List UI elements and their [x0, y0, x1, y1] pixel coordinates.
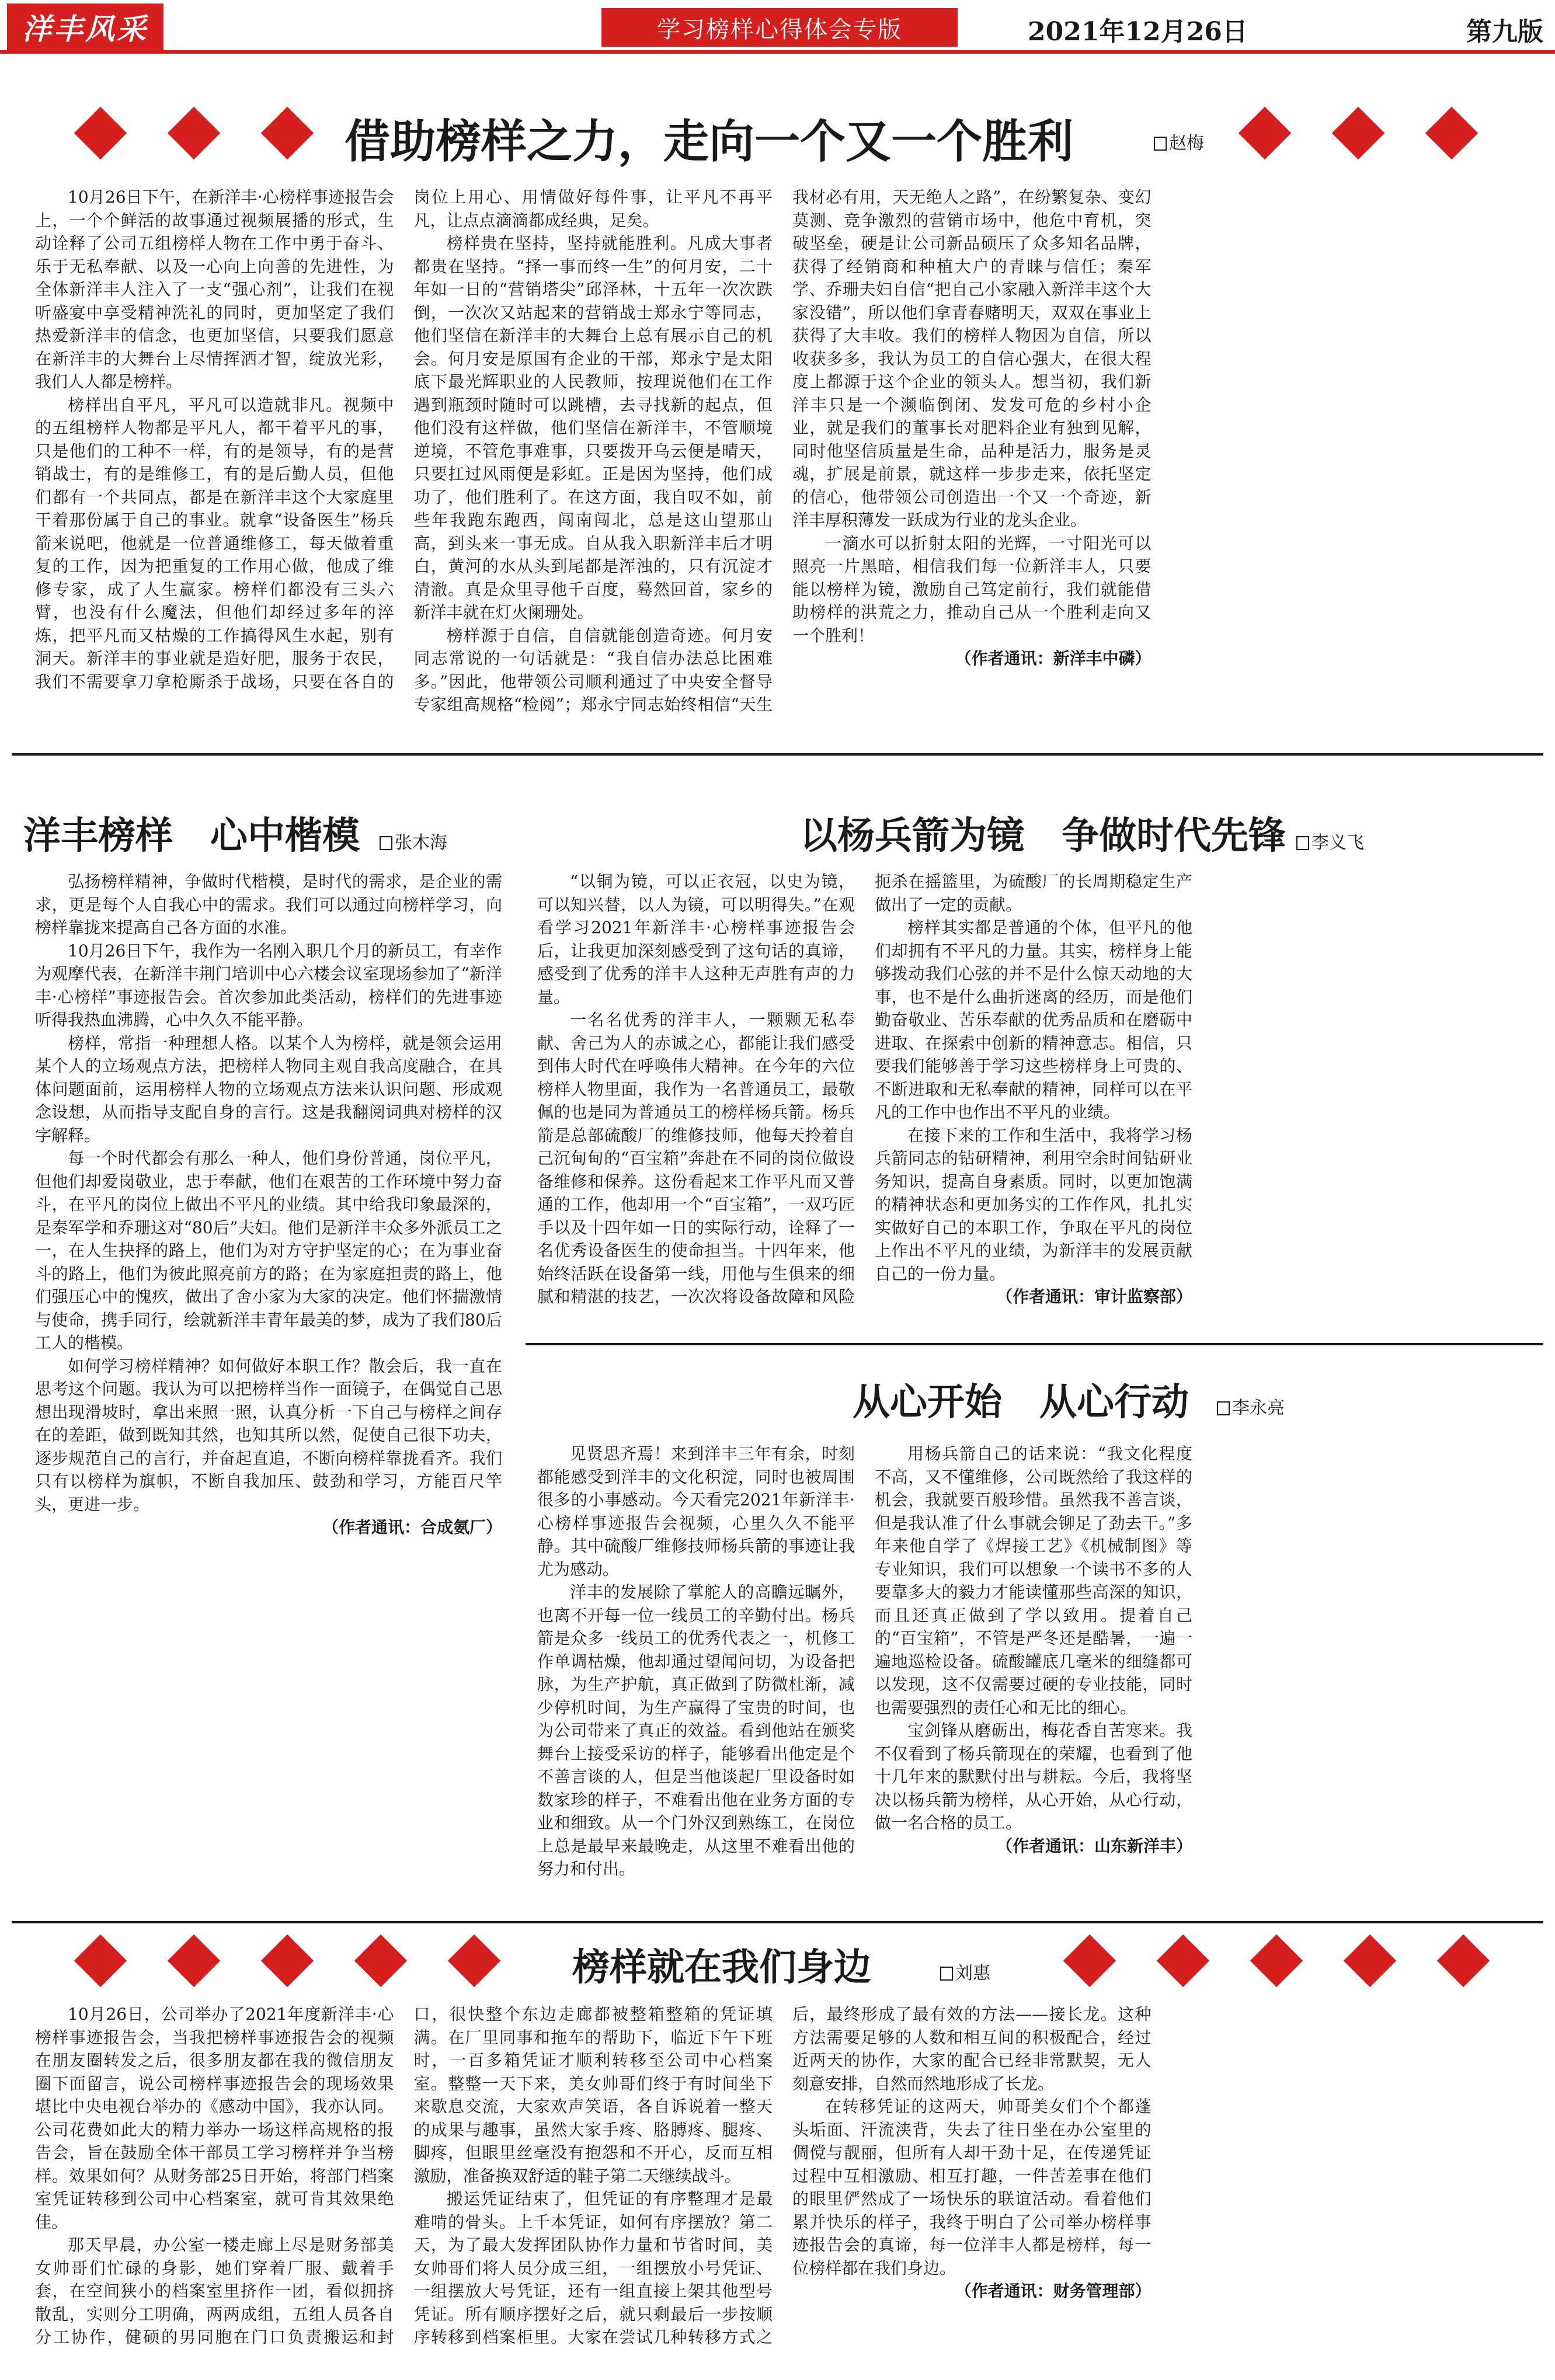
article-2-author: [380, 828, 447, 854]
paragraph: 弘扬榜样精神，争做时代楷模，是时代的需求，是企业的需求，更是每个人自我心中的需求。我们可以通过向榜样学习，向榜样靠拢来提高自己各方面的水准。: [35, 872, 502, 937]
article-3-body: [537, 870, 1530, 1320]
paragraph: 宝剑锋从磨砺出，梅花香自苦寒来。我不仅看到了杨兵箭现在的荣耀，也看到了他十几年来的默默付出与耕耘。今后，我将坚决以杨兵箭为榜样，从心开始，从心行动，做一名合格的员工。: [875, 1721, 1192, 1832]
text-column: [35, 870, 502, 1904]
paragraph: 在接下来的工作和生活中，我将学习杨兵箭同志的钻研精神，利用空余时间钻研业务知识，提高自身素质。同时，以更加饱满的精神状态和更加务实的工作作风，扎扎实实做好自己的本职工作，争取在平凡的岗位上作出不平凡的业绩，为新洋丰的发展贡献自己的一份力量。: [875, 1125, 1192, 1283]
red-diamond-ornament: [354, 1934, 408, 1988]
paragraph: 10月26日下午，在新洋丰·心榜样事迹报告会上，一个个鲜活的故事通过视频展播的形式，生动诠释了公司五组榜样人物在工作中勇于奋斗、乐于无私奉献、以及一心向上向善的先进性，为全体新洋丰人注入了一支“强心剂”，让我们在视听盛宴中享受精神洗礼的同时，更加坚定了我们热爱新洋丰的信念，也更加坚信，只要我们愿意在新洋丰的大舞台上尽情挥洒才智，绽放光彩，我们人人都是榜样。: [35, 187, 394, 391]
article-4-author: [1217, 1393, 1285, 1419]
red-diamond-ornament: [1437, 1934, 1490, 1988]
paragraph: 那天早晨，办公室一楼走廊上尽是财务部美女帅哥们忙碌的身影，她们穿着厂服、戴着手套，在空间狭小的档案室里挤作一团，看似拥挤散乱，实则分工明确，两两成组，五组人员各自分工协作，健硕的男同胞在门口负责搬运和封口，很快整个东边走廊都被整箱整箱的凭证填满。在厂里同事和拖车的帮助下，临近下午下班时，一百多箱凭证才顺利转移至公司中心档案室。整整一天下来，美女帅哥们终于有时间坐下来歇息交流，大家欢声笑语，各自诉说着一整天的成果与趣事，虽然大家手疼、胳膊疼、腿疼、脚疼，但眼里丝毫没有抱怨和不开心，反而互相激励，准备换双舒适的鞋子第二天继续战斗。: [35, 2005, 773, 2347]
author-marker: [1217, 1401, 1230, 1415]
author-marker: [1296, 836, 1309, 850]
red-diamond-ornament: [1239, 107, 1292, 160]
paragraph: 洋丰的发展除了掌舵人的高瞻远瞩外，也离不开每一位一线员工的辛勤付出。杨兵箭是众多一线员工的优秀代表之一，机修工作单调枯燥，他却通过望闻问切，为设备把脉，为生产护航，真正做到了防微杜渐，减少停机时间，为生产赢得了宝贵的时间，也为公司带来了真正的效益。看到他站在颁奖舞台上接受采访的样子，能够看出他定是个不善言谈的人，但是当他谈起厂里设备时如数家珍的样子，不难看出他在业务方面的专业和细致。从一个门外汉到熟练工，在岗位上总是最早来最晚走，从这里不难看出他的努力和付出。: [537, 1582, 855, 1878]
paragraph: 见贤思齐焉！来到洋丰三年有余，时刻都能感受到洋丰的文化积淀，同时也被周围很多的小事感动。今天看完2021年新洋丰·心榜样事迹报告会视频，心里久久不能平静。其中硫酸厂维修技师杨兵箭的事迹让我尤为感动。: [537, 1444, 855, 1579]
article-5-author: [940, 1958, 990, 1984]
paragraph: 榜样源于自信，自信就能创造奇迹。何月安同志常说的一句话就是：“我自信办法总比困难多。”因此，他带领公司顺利通过了中央安全督导专家组高规格“检阅”；郑永宁同志始终相信“天生我材必有用，天无绝人之路”，在纷繁复杂、变幻莫测、竞争激烈的营销市场中，他危中育机，突破坚垒，硬是让公司新品硕压了众多知名品牌，获得了经销商和种植大户的青睐与信任；秦军学、乔珊夫妇自信“把自己小家融入新洋丰这个大家没错”，所以他们拿青春赌明天，双双在事业上获得了大丰收。我们的榜样人物因为自信，所以收获多多，我认为员工的自信心强大，在很大程度上都源于这个企业的领头人。想当初，我们新洋丰只是一个濒临倒闭、发发可危的乡村小企业，就是我们的董事长对肥料企业有独到见解，同时他坚信质量是生命，品种是活力，服务是灵魂，扩展是前景，就这样一步步走来，依托坚定的信心，他带领公司创造出一个又一个奇迹，新洋丰厚积薄发一跃成为行业的龙头企业。: [413, 187, 1152, 714]
article-1-title: 借助榜样之力，走向一个又一个胜利: [345, 116, 1074, 168]
red-diamond-ornament: [168, 107, 221, 160]
red-diamond-ornament: [74, 1934, 127, 1988]
paragraph: 如何学习榜样精神？如何做好本职工作？散会后，我一直在思考这个问题。我认为可以把榜样当作一面镜子，在偶觉自己思想出现滑坡时，拿出来照一照，认真分析一下自己与榜样之间存在的差距，做到既知其然，也知其所以然，促使自己很下功夫，逐步规范自己的言行，并奋起直追，不断向榜样靠拢看齐。我们只有以榜样为旗帜，不断自我加压、鼓劲和学习，方能百尺竿头，更进一步。: [35, 1356, 502, 1514]
paragraph: 搬运凭证结束了，但凭证的有序整理才是最难啃的骨头。上千本凭证，如何有序摆放？第二天，为了最大发挥团队协作力量和节省时间，美女帅哥们将人员分成三组，一组摆放小号凭证、一组摆放大号凭证，还有一组直接上架其他型号凭证。所有顺序摆好之后，就只剩最后一步按顺序转移到档案柜里。大家在尝试几种转移方式之后，最终形成了最有效的方法——接长龙。这种方法需要足够的人数和相互间的积极配合，经过近两天的协作，大家的配合已经非常默契，无人刻意安排，自然而然地形成了长龙。: [413, 2005, 1152, 2347]
author-name: 赵梅: [1169, 133, 1204, 154]
author-name: 李义飞: [1312, 833, 1364, 853]
author-name: 刘惠: [955, 1963, 990, 1984]
author-credit: （作者通讯：新洋丰中磷）: [955, 649, 1152, 668]
section-divider: [526, 1343, 1543, 1345]
paragraph: “以铜为镜，可以正衣冠，以史为镜，可以知兴替，以人为镜，可以明得失。”在观看学习2021年新洋丰·心榜样事迹报告会后，让我更加深刻感受到了这句话的真谛，感受到了优秀的洋丰人这种无声胜有声的力量。: [537, 872, 855, 1007]
red-diamond-ornament: [1250, 1934, 1303, 1988]
article-3-title: 以杨兵箭为镜 争做时代先锋: [800, 815, 1286, 858]
red-diamond-ornament: [1332, 107, 1385, 160]
paragraph: 每一个时代都会有那么一种人，他们身份普通，岗位平凡，但他们却爱岗敬业，忠于奉献，他们在艰苦的工作环境中努力奋斗，在平凡的岗位上做出不平凡的业绩。其中给我印象最深的，是秦军学和乔珊这对“80后”夫妇。他们是新洋丰众多外派员工之一，在人生抉择的路上，他们为对方守护坚定的心；在为事业奋斗的路上，他们为彼此照亮前方的路；在为家庭担责的路上，他们强压心中的愧疚，做出了舍小家为大家的决定。他们怀揣激情与使命，携手同行，绘就新洋丰青年最美的梦，成为了我们80后工人的楷模。: [35, 1149, 502, 1352]
article-1-author: [1154, 128, 1204, 154]
article-3-author: [1296, 828, 1364, 854]
paragraph: 用杨兵箭自己的话来说：“我文化程度不高，又不懂维修，公司既然给了我这样的机会，我就要百般珍惜。虽然我不善言谈，但是我认准了什么事就会铆足了劲去干。”多年来他自学了《焊接工艺》《机械制图》等专业知识，我们可以想象一个读书不多的人要靠多大的毅力才能读懂那些高深的知识，而且还真正做到了学以致用。提着自己的“百宝箱”，不管是严冬还是酷暑，一遍一遍地巡检设备。硫酸罐底几毫米的细缝都可以发现，这不仅需要过硬的专业技能，同时也需要强烈的责任心和无比的细心。: [875, 1444, 1192, 1717]
section-divider: [12, 753, 1543, 756]
author-credit: （作者通讯：合成氨厂）: [322, 1518, 502, 1537]
paragraph: 榜样，常指一种理想人格。以某个人为榜样，就是领会运用某个人的立场观点方法，把榜样人物同主观自我高度融合，在具体问题面前，运用榜样人物的立场观点方法来认识问题、形成观念设想，从而指导支配自身的言行。这是我翻阅词典对榜样的汉字解释。: [35, 1033, 502, 1145]
red-diamond-ornament: [1157, 1934, 1210, 1988]
article-1-body: [35, 186, 1530, 735]
article-5-title: 榜样就在我们身边: [572, 1946, 871, 1989]
author-credit: （作者通讯：财务管理部）: [955, 2281, 1152, 2301]
author-marker: [380, 836, 392, 850]
paragraph: 10月26日下午，我作为一名刚入职几个月的新员工，有幸作为观摩代表，在新洋丰荆门培训中心六楼会议室现场参加了“新洋丰·心榜样”事迹报告会。首次参加此类活动，榜样们的先进事迹听得我热血沸腾，心中久久不能平静。: [35, 941, 502, 1029]
article-5-body: [35, 2003, 1530, 2365]
masthead: [0, 0, 1555, 54]
text-column: [35, 2003, 1530, 2365]
author-name: 张木海: [395, 833, 447, 853]
paragraph: 在转移凭证的这两天，帅哥美女们个个都蓬头垢面、汗流浃背，失去了往日坐在办公室里的倜傥与靓丽，但所有人却干劲十足，在传递凭证过程中互相激励、相互打趣，一件苦差事在他们的眼里俨然成了一场快乐的联谊活动。看着他们累并快乐的样子，我终于明白了公司举办榜样事迹报告会的真谛，每一位洋丰人都是榜样，每一位榜样都在我们身边。: [792, 2097, 1152, 2278]
edition-number: 第九版: [1466, 17, 1543, 47]
author-credit: （作者通讯：审计监察部）: [996, 1287, 1192, 1306]
paragraph: 榜样出自平凡，平凡可以造就非凡。视频中的五组榜样人物都是平凡人，都干着平凡的事，只是他们的工种不一样，有的是领导，有的是营销战士，有的是维修工，有的是后勤人员，但他们都有一个共同点，都是在新洋丰这个大家庭里干着那份属于自己的事业。就拿“设备医生”杨兵箭来说吧，他就是一位普通维修工，每天做着重复的工作，因为把重复的工作用心做，他成了维修专家，成了人生赢家。榜样们都没有三头六臂，也没有什么魔法，但他们却经过多年的淬炼，把平凡而又枯燥的工作搞得风生水起，别有洞天。新洋丰的事业就是造好肥，服务于农民，我们不需要拿刀拿枪厮杀于战场，只要在各自的岗位上用心、用情做好每件事，让平凡不再平凡，让点点滴滴都成经典，足矣。: [35, 187, 773, 691]
issue-date: 2021年12月26日: [1028, 17, 1248, 47]
text-column: [35, 186, 1530, 735]
red-diamond-ornament: [261, 107, 314, 160]
red-diamond-ornament: [168, 1934, 221, 1988]
red-diamond-ornament: [74, 107, 127, 160]
paragraph: 榜样其实都是普通的个体，但平凡的他们却拥有不平凡的力量。其实，榜样身上能够拨动我们心弦的并不是什么惊天动地的大事，也不是什么曲折迷离的经历，而是他们勤奋敬业、苦乐奉献的优秀品质和在磨砺中进取、在探索中创新的精神意志。相信，只要我们能够善于学习这些榜样身上可贵的、不断进取和无私奉献的精神，同样可以在平凡的工作中也作出不平凡的业绩。: [875, 918, 1192, 1122]
article-4-title: 从心开始 从心行动: [853, 1381, 1189, 1424]
red-diamond-ornament: [1344, 1934, 1397, 1988]
paragraph: 一滴水可以折射太阳的光辉，一寸阳光可以照亮一片黑暗，相信我们每一位新洋丰人，只要能以榜样为镜，激励自己笃定前行，我们就能借助榜样的洪荒之力，推动自己从一个胜利走向又一个胜利！: [792, 533, 1152, 645]
paragraph: 10月26日，公司举办了2021年度新洋丰·心榜样事迹报告会，当我把榜样事迹报告会的视频在朋友圈转发之后，很多朋友都在我的微信朋友圈下面留言，说公司榜样事迹报告会的现场效果堪比中央电视台举办的《感动中国》，我亦认同。公司花费如此大的精力举办一场这样高规格的报告会，旨在鼓励全体干部员工学习榜样并争当榜样。效果如何？从财务部25日开始，将部门档案室凭证转移到公司中心档案室，就可肯其效果绝佳。: [35, 2005, 394, 2232]
author-credit: （作者通讯：山东新洋丰）: [996, 1836, 1192, 1856]
text-column: [537, 1442, 1530, 1909]
red-diamond-ornament: [1063, 1934, 1116, 1988]
special-edition-banner: 学习榜样心得体会专版: [601, 8, 958, 47]
red-diamond-ornament: [1425, 107, 1479, 160]
article-4-body: [537, 1442, 1530, 1909]
section-divider: [12, 1921, 1543, 1923]
author-name: 李永亮: [1232, 1398, 1285, 1418]
red-diamond-ornament: [448, 1934, 501, 1988]
text-column: [537, 870, 1530, 1320]
masthead-logo: 洋丰风采: [7, 4, 163, 50]
author-marker: [940, 1967, 953, 1981]
red-diamond-ornament: [261, 1934, 314, 1988]
author-marker: [1154, 137, 1167, 151]
article-2-title: 洋丰榜样 心中楷模: [23, 815, 360, 858]
paragraph: 一名名优秀的洋丰人，一颗颗无私奉献、舍己为人的赤诚之心，都能让我们感受到伟大时代在呼唤伟大精神。在今年的六位榜样人物里面，我作为一名普通员工，最敬佩的也是同为普通员工的榜样杨兵箭。杨兵箭是总部硫酸厂的维修技师，他每天拎着自己沉甸甸的“百宝箱”奔赴在不同的岗位做设备维修和保养。这份看起来工作平凡而又普通的工作，他却用一个“百宝箱”，一双巧匠手以及十四年如一日的实际行动，诠释了一名优秀设备医生的使命担当。十四年来，他始终活跃在设备第一线，用他与生俱来的细腻和精湛的技艺，一次次将设备故障和风险扼杀在摇篮里，为硫酸厂的长周期稳定生产做出了一定的贡献。: [537, 872, 1192, 1306]
article-2-body: [35, 870, 502, 1904]
paragraph: 榜样贵在坚持，坚持就能胜利。凡成大事者都贵在坚持。“择一事而终一生”的何月安，二十年如一日的“营销塔尖”邱泽林，十五年一次次跌倒，一次次又站起来的营销战士郑永宁等同志，他们坚信在新洋丰的大舞台上总有展示自己的机会。何月安是原国有企业的干部，郑永宁是太阳底下最光辉职业的人民教师，按理说他们在工作遇到瓶颈时随时可以跳槽，去寻找新的起点，但他们没有这样做，他们坚信在新洋丰，不管顺境逆境，不管危事难事，只要拨开乌云便是晴天，只要扛过风雨便是彩虹。正是因为坚持，他们成功了，他们胜利了。在这方面，我自叹不如，前些年我跑东跑西，闯南闯北，总是这山望那山高，到头来一事无成。自从我入职新洋丰后才明白，黄河的水从头到尾都是浑浊的，只有沉淀才清澈。真是众里寻他千百度，蓦然回首，家乡的新洋丰就在灯火阑珊处。: [413, 234, 773, 622]
